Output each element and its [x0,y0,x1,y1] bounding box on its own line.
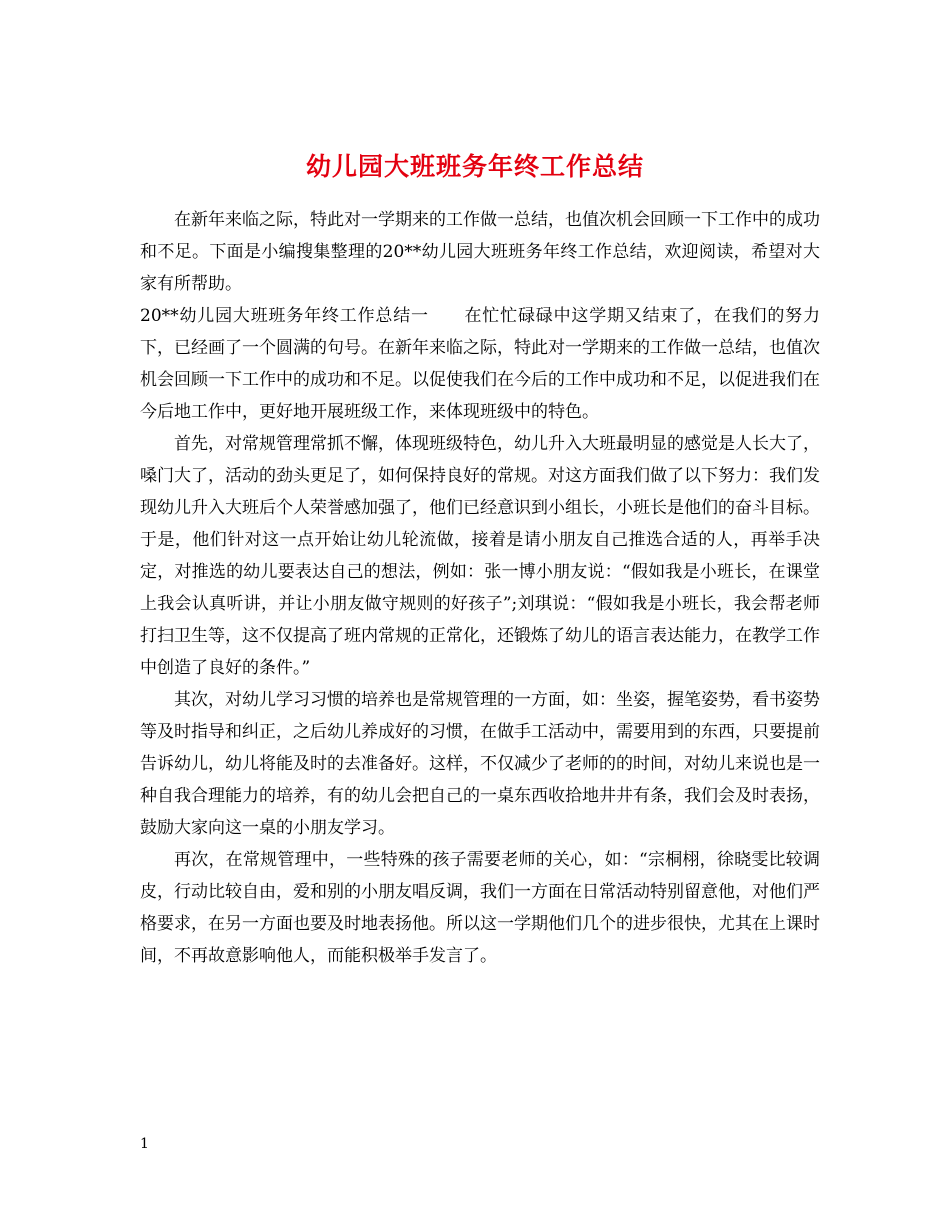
document-title: 幼儿园大班班务年终工作总结 [305,151,644,181]
study-habits-paragraph: 其次，对幼儿学习习惯的培养也是常规管理的一方面，如：坐姿，握笔姿势，看书姿势等及时指导和纠正，之后幼儿养成好的习惯，在做手工活动中，需要用到的东西，只要提前告诉幼儿，幼儿将能及时的去准备好。这样，不仅减少了老师的的时间，对幼儿来说也是一种自我合理能力的培养，有的幼儿会把自己的一桌东西收拾地井井有条，我们会及时表扬，鼓励大家向这一桌的小朋友学习。 [140,690,820,838]
section-one-paragraph: 20**幼儿园大班班务年终工作总结一 在忙忙碌碌中这学期又结束了，在我们的努力下，已经画了一个圆满的句号。在新年来临之际，特此对一学期来的工作做一总结，也值次机会回顾一下工作中的成功和不足。以促使我们在今后的工作中成功和不足，以促进我们在今后地工作中，更好地开展班级工作，来体现班级中的特色。 [140,306,820,422]
special-children-paragraph: 再次，在常规管理中，一些特殊的孩子需要老师的关心，如：“宗桐栩，徐晓雯比较调皮，行动比较自由，爱和别的小朋友唱反调，我们一方面在日常活动特别留意他，对他们严格要求，在另一方面也要及时地表扬他。所以这一学期他们几个的进步很快，尤其在上课时间，不再故意影响他人，而能积极举手发言了。 [140,850,820,966]
page-number: 1 [140,1136,149,1152]
intro-paragraph: 在新年来临之际，特此对一学期来的工作做一总结，也值次机会回顾一下工作中的成功和不足。下面是小编搜集整理的20**幼儿园大班班务年终工作总结，欢迎阅读，希望对大家有所帮助。 [140,210,820,294]
routine-management-paragraph: 首先，对常规管理常抓不懈，体现班级特色，幼儿升入大班最明显的感觉是人长大了，嗓门大了，活动的劲头更足了，如何保持良好的常规。对这方面我们做了以下努力：我们发现幼儿升入大班后个人荣誉感加强了，他们已经意识到小组长，小班长是他们的奋斗目标。于是，他们针对这一点开始让幼儿轮流做，接着是请小朋友自己推选合适的人，再举手决定，对推选的幼儿要表达自己的想法，例如：张一博小朋友说：“假如我是小班长，在课堂上我会认真听讲，并让小朋友做守规则的好孩子”;刘琪说：“假如我是小班长，我会帮老师打扫卫生等，这不仅提高了班内常规的正常化，还锻炼了幼儿的语言表达能力，在教学工作中创造了良好的条件。” [140,434,820,678]
document-body [140,204,820,972]
